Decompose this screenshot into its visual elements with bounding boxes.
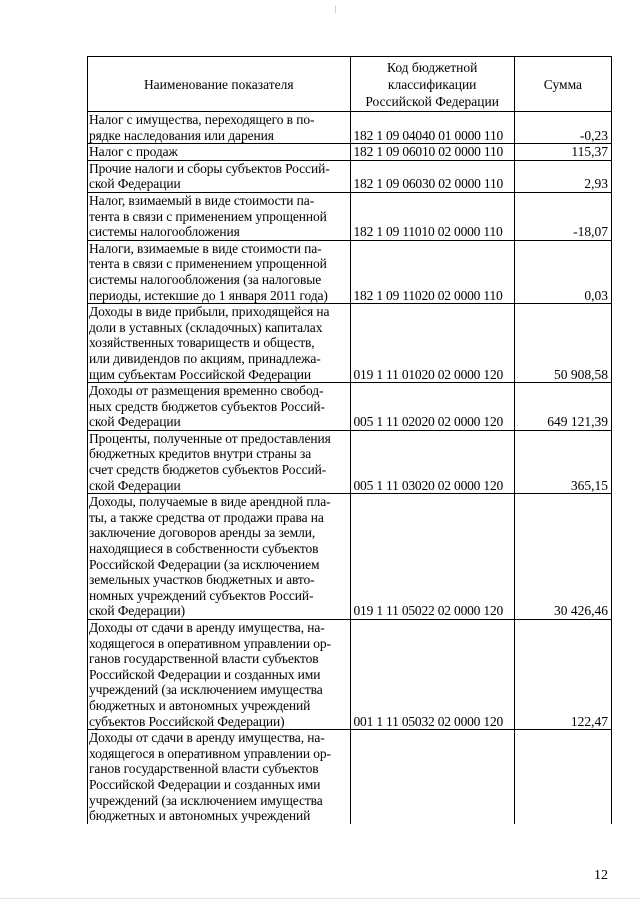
page-number: 12 — [594, 868, 608, 883]
row-sum: 122,47 — [570, 713, 608, 729]
row-name-cell — [88, 430, 351, 493]
scan-edge — [0, 898, 640, 899]
row-name-line: Доходы от сдачи в аренду имущества, на- — [89, 730, 325, 746]
table-row — [88, 383, 612, 431]
row-code: 182 1 09 06030 02 0000 110 — [353, 176, 504, 192]
row-name-line: системы налогообложения — [89, 224, 240, 240]
row-name-line: счет средств бюджетов субъектов Россий- — [89, 462, 327, 478]
row-name-line: ской Федерации — [89, 414, 181, 430]
table-row — [88, 192, 612, 240]
row-name-cell — [88, 144, 351, 161]
row-name-line: ганов государственной власти субъектов — [89, 651, 319, 667]
table-row-continued — [88, 730, 612, 824]
row-code-cell — [350, 430, 514, 493]
row-name-cell — [88, 304, 351, 383]
row-name-line: бюджетных и автономных учреждений — [89, 697, 311, 713]
header-sum: Сумма — [514, 57, 611, 112]
row-code-cell — [350, 383, 514, 431]
row-sum: 0,03 — [584, 287, 608, 303]
row-name-line: Доходы от размещения временно свобод- — [89, 383, 324, 399]
row-name-line: Российской Федерации и созданных ими — [89, 776, 321, 792]
row-name-line: рядке наследования или дарения — [89, 127, 274, 143]
row-code-cell — [350, 240, 514, 303]
table-row — [88, 160, 612, 192]
row-name-line: тента в связи с применением упрощенной — [89, 208, 327, 224]
table-row — [88, 620, 612, 730]
row-name — [88, 730, 350, 824]
row-name — [88, 144, 350, 160]
table-row — [88, 304, 612, 383]
row-sum-cell — [514, 494, 611, 620]
row-name — [88, 494, 350, 619]
row-sum-cell — [514, 430, 611, 493]
row-name-cell — [88, 240, 351, 303]
row-name-line: Доходы от сдачи в аренду имущества, на- — [89, 620, 325, 635]
row-code-cell — [350, 112, 514, 144]
header-code-line: Российской Федерации — [365, 93, 499, 109]
header-code-line: классификации — [387, 76, 477, 92]
row-code: 182 1 09 04040 01 0000 110 — [353, 127, 504, 143]
row-sum-cell — [514, 144, 611, 161]
row-name-cell — [88, 160, 351, 192]
table-row — [88, 240, 612, 303]
row-sum-cell — [514, 383, 611, 431]
header-code-line: Код бюджетной — [386, 59, 478, 75]
row-code: 182 1 09 06010 02 0000 110 — [353, 144, 504, 160]
row-name-cell — [88, 383, 351, 431]
row-name-line: Доходы, получаемые в виде арендной пла- — [89, 494, 331, 510]
row-name-line: субъектов Российской Федерации) — [89, 713, 285, 729]
row-code: 182 1 09 11010 02 0000 110 — [353, 224, 503, 240]
row-name-line: учреждений (за исключением имущества — [89, 682, 323, 698]
header-code — [350, 57, 514, 112]
row-code: 019 1 11 05022 02 0000 120 — [353, 603, 504, 619]
row-sum: 30 426,46 — [554, 603, 608, 619]
row-sum-cell — [514, 620, 611, 730]
row-name-line: Налоги, взимаемые в виде стоимости па- — [89, 240, 322, 256]
row-name-cell — [88, 494, 351, 620]
row-code: 182 1 09 11020 02 0000 110 — [353, 287, 503, 303]
row-name-line: земельных участков бюджетных и авто- — [89, 572, 315, 588]
row-name-line: щим субъектам Российской Федерации — [89, 366, 312, 382]
row-name — [88, 161, 350, 192]
row-code-cell — [350, 620, 514, 730]
row-sum-cell — [514, 112, 611, 144]
row-name-line: или дивидендов по акциям, принадлежа- — [89, 350, 321, 366]
row-name-cell — [88, 192, 351, 240]
row-name-line: хозяйственных товариществ и обществ, — [89, 335, 315, 351]
row-name-line: ходящегося в оперативном управлении ор- — [89, 635, 331, 651]
row-sum-cell — [514, 240, 611, 303]
table-row — [88, 112, 612, 144]
row-name-cell — [88, 620, 351, 730]
row-code-cell — [350, 494, 514, 620]
row-name — [88, 383, 350, 430]
row-name-line: учреждений (за исключением имущества — [89, 792, 323, 808]
row-sum: 365,15 — [570, 477, 608, 493]
row-name-line: периоды, истекшие до 1 января 2011 года) — [89, 287, 328, 303]
row-sum: 50 908,58 — [554, 366, 608, 382]
row-code-cell — [350, 730, 514, 824]
row-sum: 649 121,39 — [547, 414, 608, 430]
row-sum: 2,93 — [584, 176, 608, 192]
row-name-line: доли в уставных (складочных) капиталах — [89, 319, 323, 335]
table-row — [88, 144, 612, 161]
row-sum-cell — [514, 160, 611, 192]
row-name-cell — [88, 112, 351, 144]
row-name-line: ской Федерации — [89, 477, 181, 493]
row-name-line: Прочие налоги и сборы субъектов Россий- — [89, 160, 330, 176]
row-name-line: Налог с имущества, переходящего в по- — [89, 112, 315, 127]
row-name — [88, 193, 350, 240]
row-sum-cell — [514, 304, 611, 383]
row-sum: -0,23 — [579, 127, 608, 143]
row-name-line: Налог, взимаемый в виде стоимости па- — [89, 192, 315, 208]
revenue-table — [87, 56, 612, 824]
row-name-line: бюджетных кредитов внутри страны за — [89, 446, 312, 462]
row-name — [88, 304, 350, 382]
row-name-line: системы налогообложения (за налоговые — [89, 271, 322, 287]
row-name-line: ской Федерации — [89, 176, 181, 192]
row-name-line: бюджетных и автономных учреждений — [89, 808, 311, 824]
row-name-line: Доходы в виде прибыли, приходящейся на — [89, 304, 330, 320]
row-name-line: ской Федерации) — [89, 603, 185, 619]
row-name-line: ходящегося в оперативном управлении ор- — [89, 745, 331, 761]
row-name-line: Российской Федерации (за исключением — [89, 556, 320, 572]
row-name-line: Проценты, полученные от предоставления — [89, 430, 331, 446]
row-sum-cell — [514, 192, 611, 240]
row-sum: -18,07 — [573, 224, 608, 240]
row-name — [88, 620, 350, 729]
row-sum-cell — [514, 730, 611, 824]
row-name — [88, 112, 350, 143]
table-header-row — [88, 57, 612, 112]
table-body — [88, 112, 612, 824]
row-name-line: ных средств бюджетов субъектов Россий- — [89, 398, 325, 414]
row-code-cell — [350, 160, 514, 192]
row-name-line: тента в связи с применением упрощенной — [89, 256, 327, 272]
table-row — [88, 494, 612, 620]
row-name-line: ты, а также средства от продажи права на — [89, 509, 324, 525]
row-code: 005 1 11 02020 02 0000 120 — [353, 414, 504, 430]
row-sum: 115,37 — [571, 144, 608, 160]
row-code: 005 1 11 03020 02 0000 120 — [353, 477, 504, 493]
row-name-line: Российской Федерации и созданных ими — [89, 666, 321, 682]
row-name — [88, 431, 350, 493]
row-name-cell — [88, 730, 351, 824]
row-code-cell — [350, 144, 514, 161]
row-name-line: ганов государственной власти субъектов — [89, 761, 319, 777]
row-name-line: заключение договоров аренды за земли, — [89, 525, 316, 541]
row-code: 001 1 11 05032 02 0000 120 — [353, 713, 504, 729]
row-code: 019 1 11 01020 02 0000 120 — [353, 366, 504, 382]
table-row — [88, 430, 612, 493]
row-name — [88, 241, 350, 303]
header-name: Наименование показателя — [88, 57, 351, 112]
row-code-cell — [350, 304, 514, 383]
row-name-line: находящиеся в собственности субъектов — [89, 541, 319, 557]
row-code-cell — [350, 192, 514, 240]
scan-mark — [335, 6, 336, 13]
row-name-line: Налог с продаж — [89, 144, 178, 160]
row-name-line: номных учреждений субъектов Россий- — [89, 587, 314, 603]
